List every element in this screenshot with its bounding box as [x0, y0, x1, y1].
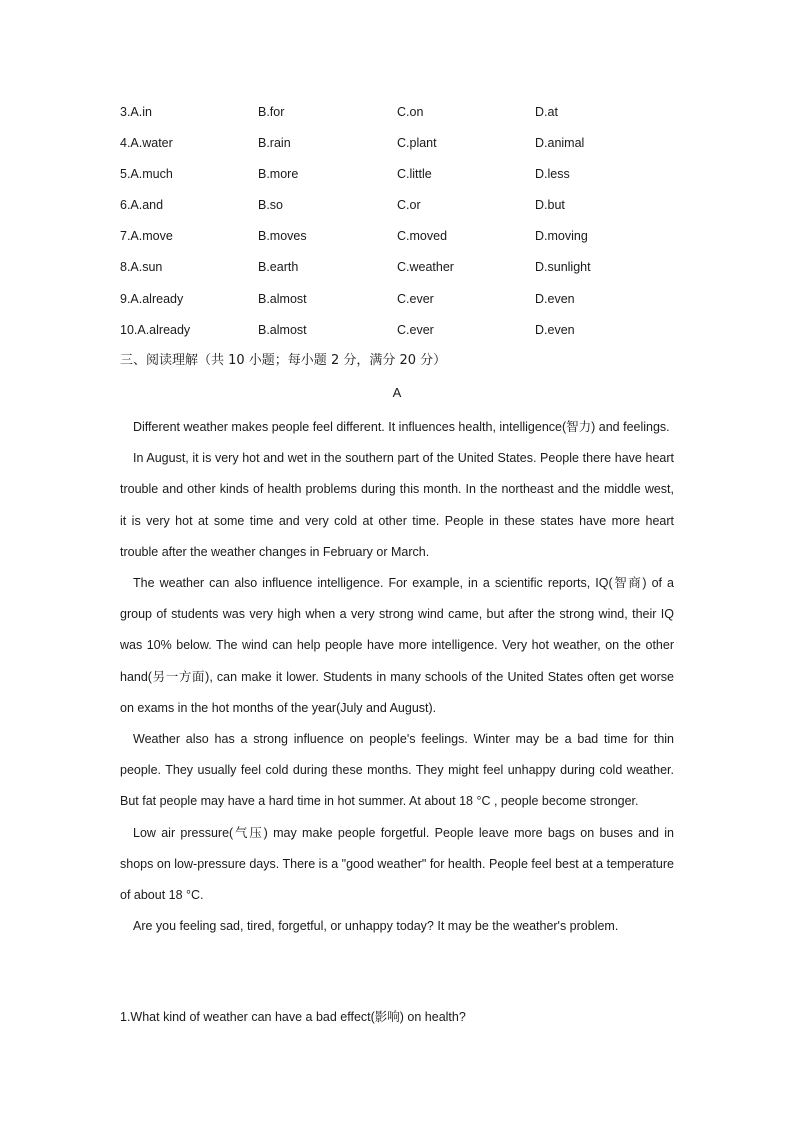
- option-c: C.ever: [397, 292, 434, 306]
- option-d: D.but: [535, 198, 565, 212]
- option-c: C.plant: [397, 136, 437, 150]
- option-a: 9.A.already: [120, 292, 184, 306]
- paragraph: In August, it is very hot and wet in the southern part of the United States. People there have heart trouble and other kinds of health problems during this month. In the northeast and the middle west, it is very hot at some time and very cold at other time. People in these states have more heart trouble after the weather changes in February or March.: [120, 451, 674, 559]
- option-d: D.less: [535, 167, 570, 181]
- option-a: 7.A.move: [120, 229, 173, 243]
- option-row-4: [120, 133, 680, 153]
- option-row-7: [120, 226, 680, 246]
- option-a: 10.A.already: [120, 323, 191, 337]
- reading-passage: [120, 412, 674, 942]
- paragraph: Low air pressure(气压) may make people forgetful. People leave more bags on buses and in shops on low-pressure days. There is a "good weather" for health. People feel best at a temperature of about 18 °C.: [120, 825, 674, 903]
- option-b: B.so: [258, 198, 284, 212]
- option-c: C.weather: [397, 260, 454, 274]
- option-d: D.animal: [535, 136, 585, 150]
- option-row-5: [120, 164, 680, 184]
- option-c: C.moved: [397, 229, 448, 243]
- paragraph: Different weather makes people feel different. It influences health, intelligence(智力) and feelings.: [133, 420, 670, 434]
- option-d: D.moving: [535, 229, 588, 243]
- option-b: B.rain: [258, 136, 291, 150]
- option-d: D.even: [535, 292, 575, 306]
- paragraph: Are you feeling sad, tired, forgetful, or unhappy today? It may be the weather's problem.: [133, 919, 619, 934]
- option-row-9: [120, 289, 680, 309]
- option-d: D.even: [535, 323, 575, 337]
- section-title: 三、阅读理解（共 10 小题；每小题 2 分，满分 20 分）: [120, 353, 447, 368]
- option-b: B.for: [258, 105, 285, 119]
- option-row-10: [120, 320, 680, 340]
- option-b: B.almost: [258, 292, 307, 306]
- option-b: B.almost: [258, 323, 307, 337]
- option-row-3: [120, 102, 680, 122]
- option-c: C.little: [397, 167, 432, 181]
- option-b: B.more: [258, 167, 299, 181]
- option-d: D.sunlight: [535, 260, 591, 274]
- paragraph: The weather can also influence intelligence. For example, in a scientific reports, IQ(智商) of a group of students was very high when a very strong wind came, but after the strong wind, their IQ was 10% below. The wind can help people have more intelligence. Very hot weather, on the other hand(另一方面), can make it lower. Students in many schools of the United States often get worse on exams in the hot months of the year(July and August).: [120, 576, 674, 715]
- paragraph: Weather also has a strong influence on people's feelings. Winter may be a bad time for thin people. They usually feel cold during these months. They might feel unhappy during cold weather. But fat people may have a hard time in hot summer. At about 18 °C , people become stronger.: [120, 732, 674, 809]
- option-c: C.on: [397, 105, 424, 119]
- option-a: 8.A.sun: [120, 260, 163, 274]
- option-b: B.earth: [258, 260, 299, 274]
- option-a: 3.A.in: [120, 105, 152, 119]
- option-a: 5.A.much: [120, 167, 173, 181]
- option-row-6: [120, 195, 680, 215]
- option-c: C.ever: [397, 323, 434, 337]
- option-row-8: [120, 257, 680, 277]
- passage-label: A: [392, 385, 402, 400]
- option-a: 6.A.and: [120, 198, 164, 212]
- question-1: 1.What kind of weather can have a bad effect(影响) on health?: [120, 1010, 466, 1024]
- option-d: D.at: [535, 105, 558, 119]
- option-c: C.or: [397, 198, 421, 212]
- option-a: 4.A.water: [120, 136, 173, 150]
- option-b: B.moves: [258, 229, 307, 243]
